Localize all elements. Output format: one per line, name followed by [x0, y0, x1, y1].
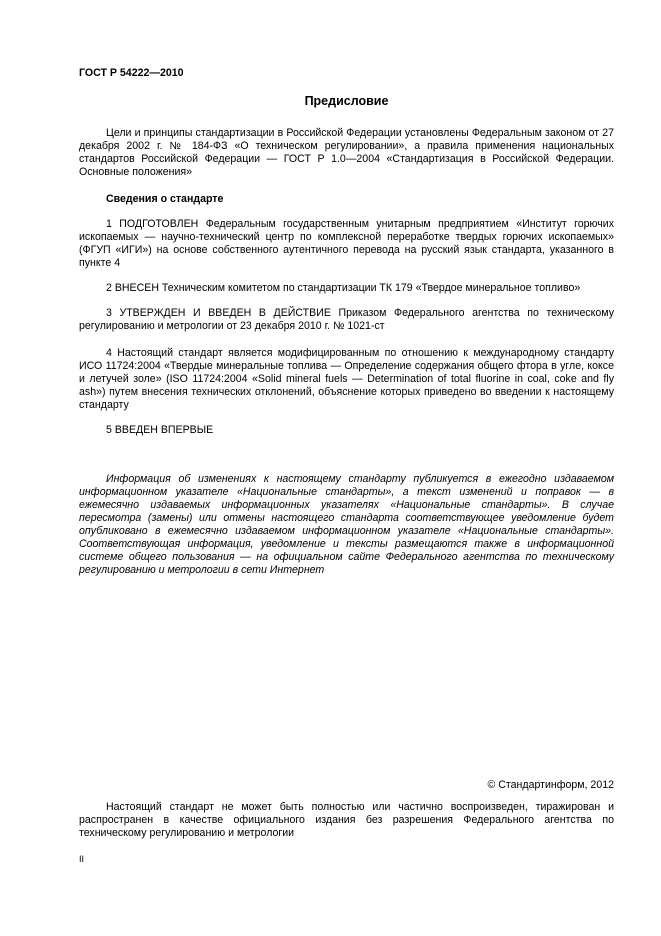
copyright-notice: © Стандартинформ, 2012 — [487, 779, 614, 791]
standard-info-item-2: 2 ВНЕСЕН Техническим комитетом по стандартизации ТК 179 «Твердое минеральное топливо» — [106, 282, 581, 294]
document-code-header: ГОСТ Р 54222—2010 — [79, 67, 184, 79]
preface-intro-paragraph: Цели и принципы стандартизации в Российской Федерации установлены Федеральным законом от 27 декабря 2002 г. № 184-ФЗ «О техническом регулировании», а правила применения национальных стандартов Российской Федерации — ГОСТ Р 1.0—2004 «Стандартизация в Российской Федерации. Основные положения» — [79, 127, 614, 178]
changes-information-note: Информация об изменениях к настоящему стандарту публикуется в ежегодно издаваемом информационном указателе «Национальные стандарты», а текст изменений и поправок — в ежемесячно издаваемых информационных указателях «Национальные стандарты». В случае пересмотра (замены) или отмены настоящего стандарта соответствующее уведомление будет опубликовано в ежемесячно издаваемом информационном указателе «Национальные стандарты». Соответствующая информация, уведомление и тексты размещаются также в информационной системе общего пользования — на официальном сайте Федерального агентства по техническому регулированию и метрологии в сети Интернет — [79, 473, 614, 576]
page-number: II — [79, 854, 85, 864]
section-title-standard-info: Сведения о стандарте — [106, 193, 224, 205]
standard-info-item-3: 3 УТВЕРЖДЕН И ВВЕДЕН В ДЕЙСТВИЕ Приказом Федерального агентства по техническому регулированию и метрологии от 23 декабря 2010 г. № 1021-ст — [79, 307, 614, 332]
preface-title: Предисловие — [304, 94, 389, 108]
reproduction-notice: Настоящий стандарт не может быть полностью или частично воспроизведен, тиражирован и распространен в качестве официального издания без разрешения Федерального агентства по техническому регулированию и метрологии — [79, 801, 614, 839]
standard-info-item-4: 4 Настоящий стандарт является модифицированным по отношению к международному стандарту ИСО 11724:2004 «Твердые минеральные топлива — Определение содержания общего фтора в угле, коксе и летучей золе» (ISO 11724:2004 «Solid mineral fuels — Determination of total fluorine in coal, coke and fly ash») путем внесения технических отклонений, объяснение которых приведено во введении к настоящему стандарту — [79, 347, 614, 411]
standard-info-item-1: 1 ПОДГОТОВЛЕН Федеральным государственным унитарным предприятием «Институт горючих ископаемых — научно-технический центр по комплексной переработке твердых горючих ископаемых» (ФГУП «ИГИ») на основе собственного аутентичного перевода на русский язык стандарта, указанного в пункте 4 — [79, 218, 614, 269]
standard-info-item-5: 5 ВВЕДЕН ВПЕРВЫЕ — [106, 424, 214, 436]
